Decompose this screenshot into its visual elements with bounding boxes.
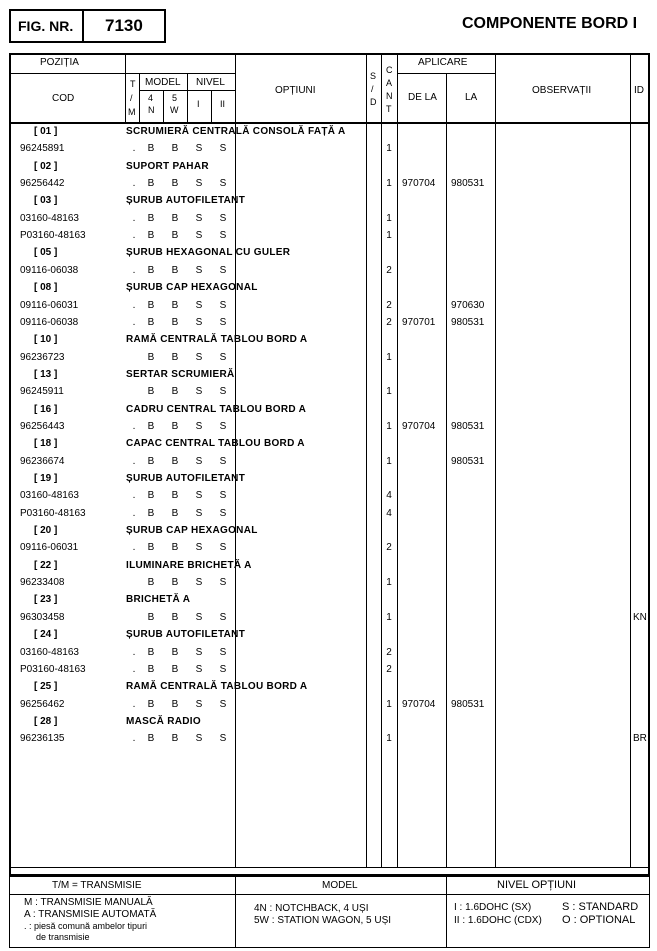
figure-number: 7130 bbox=[105, 16, 143, 35]
nivel-ii-value: S bbox=[219, 386, 227, 398]
group-row bbox=[0, 472, 657, 489]
tm-value: . bbox=[132, 230, 136, 242]
nivel-ii-value: S bbox=[219, 733, 227, 745]
nivel-i-value: S bbox=[195, 420, 203, 432]
model-5w-value: B bbox=[171, 507, 179, 519]
quantity-value: 2 bbox=[386, 316, 392, 328]
date-from: 970704 bbox=[402, 178, 436, 190]
quantity-value: 1 bbox=[386, 611, 392, 623]
model-4n-value: B bbox=[147, 646, 155, 658]
quantity-value: 1 bbox=[386, 698, 392, 710]
figure-label: FIG. NR. bbox=[18, 18, 74, 34]
part-row bbox=[0, 177, 657, 194]
nivel-ii-value: S bbox=[219, 299, 227, 311]
part-row bbox=[0, 351, 657, 368]
model-5w-value: B bbox=[171, 490, 179, 502]
position-number: [ 20 ] bbox=[34, 525, 58, 537]
model-4n-value: B bbox=[147, 420, 155, 432]
quantity-value: 2 bbox=[386, 299, 392, 311]
part-code: 96236674 bbox=[20, 455, 65, 467]
part-code: 09116-06031 bbox=[20, 542, 79, 554]
date-from: 970704 bbox=[402, 420, 436, 432]
quantity-value: 2 bbox=[386, 264, 392, 276]
part-row bbox=[0, 576, 657, 593]
quantity-value: 1 bbox=[386, 143, 392, 155]
model-5w-value: B bbox=[171, 230, 179, 242]
model-5w-value: B bbox=[171, 577, 179, 589]
nivel-i-value: S bbox=[195, 646, 203, 658]
nivel-i-value: S bbox=[195, 178, 203, 190]
col-de-la: DE LA bbox=[408, 92, 437, 103]
position-number: [ 25 ] bbox=[34, 681, 58, 693]
model-5w-value: B bbox=[171, 178, 179, 190]
group-row bbox=[0, 437, 657, 454]
quantity-value: 4 bbox=[386, 507, 392, 519]
col-observatii: OBSERVAȚII bbox=[532, 85, 592, 96]
nivel-ii-value: S bbox=[219, 178, 227, 190]
nivel-i-value: S bbox=[195, 143, 203, 155]
model-5w-value: B bbox=[171, 420, 179, 432]
group-row bbox=[0, 160, 657, 177]
nivel-i-value: S bbox=[195, 507, 203, 519]
part-row bbox=[0, 663, 657, 680]
part-group-name: SCRUMIERĂ CENTRALĂ CONSOLĂ FAȚĂ A bbox=[126, 126, 346, 137]
tm-value: . bbox=[132, 663, 136, 675]
model-4n-value: B bbox=[147, 542, 155, 554]
nivel-ii-value: S bbox=[219, 542, 227, 554]
col-pozitia: POZIȚIA bbox=[40, 57, 79, 68]
model-4n-value: B bbox=[147, 299, 155, 311]
position-number: [ 05 ] bbox=[34, 247, 58, 259]
nivel-i-value: S bbox=[195, 264, 203, 276]
part-group-name: ȘURUB CAP HEXAGONAL bbox=[126, 525, 258, 537]
group-row bbox=[0, 194, 657, 211]
tm-value: . bbox=[132, 420, 136, 432]
part-code: 96233408 bbox=[20, 577, 65, 589]
nivel-i-value: S bbox=[195, 212, 203, 224]
part-group-name: ȘURUB CAP HEXAGONAL bbox=[126, 282, 258, 294]
nivel-ii-value: S bbox=[219, 264, 227, 276]
model-4n-value: B bbox=[147, 611, 155, 623]
group-row bbox=[0, 593, 657, 610]
nivel-i-value: S bbox=[195, 698, 203, 710]
group-row bbox=[0, 125, 657, 142]
part-group-name: ILUMINARE BRICHETĂ A bbox=[126, 559, 252, 571]
position-number: [ 01 ] bbox=[34, 126, 58, 137]
date-to: 980531 bbox=[451, 316, 485, 328]
quantity-value: 2 bbox=[386, 646, 392, 658]
position-number: [ 19 ] bbox=[34, 473, 58, 484]
model-4n-value: B bbox=[147, 351, 155, 363]
quantity-value: 1 bbox=[386, 733, 392, 745]
model-4n-value: B bbox=[147, 577, 155, 589]
part-row bbox=[0, 229, 657, 246]
tm-value: . bbox=[132, 698, 136, 710]
tm-value: . bbox=[132, 455, 136, 467]
model-header-line bbox=[125, 73, 235, 74]
part-group-name: CAPAC CENTRAL TABLOU BORD A bbox=[126, 438, 305, 450]
part-code: 96256462 bbox=[20, 698, 65, 710]
model-4n-value: B bbox=[147, 212, 155, 224]
header-bottom-line bbox=[9, 122, 650, 124]
model-5w-value: B bbox=[171, 316, 179, 328]
quantity-value: 2 bbox=[386, 542, 392, 554]
tm-value: . bbox=[132, 542, 136, 554]
nivel-i-value: S bbox=[195, 299, 203, 311]
part-row bbox=[0, 489, 657, 506]
date-to: 980531 bbox=[451, 455, 485, 467]
part-row bbox=[0, 212, 657, 229]
date-to: 970630 bbox=[451, 299, 485, 311]
part-row bbox=[0, 385, 657, 402]
model-5w-value: B bbox=[171, 264, 179, 276]
model-4n-value: B bbox=[147, 455, 155, 467]
model-5w-value: B bbox=[171, 733, 179, 745]
part-row bbox=[0, 698, 657, 715]
position-number: [ 10 ] bbox=[34, 334, 58, 346]
part-code: P03160-48163 bbox=[20, 507, 86, 519]
position-number: [ 03 ] bbox=[34, 195, 58, 207]
part-group-name: ȘURUB AUTOFILETANT bbox=[126, 629, 246, 641]
nivel-ii-value: S bbox=[219, 316, 227, 328]
model-4n-value: B bbox=[147, 143, 155, 155]
model-4n-value: B bbox=[147, 698, 155, 710]
part-row bbox=[0, 299, 657, 316]
part-group-name: SUPORT PAHAR bbox=[126, 160, 209, 172]
part-group-name: CADRU CENTRAL TABLOU BORD A bbox=[126, 403, 307, 415]
group-row bbox=[0, 715, 657, 732]
model-4n-value: B bbox=[147, 178, 155, 190]
tm-value: . bbox=[132, 299, 136, 311]
model-5w-value: B bbox=[171, 212, 179, 224]
tm-value: . bbox=[132, 178, 136, 190]
nivel-ii-value: S bbox=[219, 351, 227, 363]
quantity-value: 1 bbox=[386, 420, 392, 432]
group-row bbox=[0, 524, 657, 541]
page-title: COMPONENTE BORD I bbox=[462, 15, 638, 32]
model-4n-value: B bbox=[147, 386, 155, 398]
id-value: KN bbox=[633, 611, 647, 623]
legend-nivel-title: NIVEL OPȚIUNI bbox=[497, 879, 577, 891]
nivel-i-value: S bbox=[195, 490, 203, 502]
part-code: P03160-48163 bbox=[20, 663, 86, 675]
tm-value: . bbox=[132, 490, 136, 502]
col-cod: COD bbox=[52, 93, 75, 104]
nivel-ii-value: S bbox=[219, 507, 227, 519]
part-row bbox=[0, 264, 657, 281]
part-code: 03160-48163 bbox=[20, 490, 79, 502]
part-group-name: SERTAR SCRUMIERĂ bbox=[126, 368, 235, 380]
parts-rows bbox=[0, 125, 657, 865]
model-5w-value: B bbox=[171, 455, 179, 467]
position-number: [ 18 ] bbox=[34, 438, 58, 450]
quantity-value: 1 bbox=[386, 212, 392, 224]
tm-value: . bbox=[132, 264, 136, 276]
part-code: 96303458 bbox=[20, 611, 65, 623]
col-la: LA bbox=[465, 92, 478, 103]
nivel-i-value: S bbox=[195, 733, 203, 745]
part-code: 96256443 bbox=[20, 420, 65, 432]
part-group-name: BRICHETĂ A bbox=[126, 594, 191, 606]
nivel-ii-value: S bbox=[219, 611, 227, 623]
model-5w-value: B bbox=[171, 299, 179, 311]
part-row bbox=[0, 541, 657, 558]
model-4n-value: B bbox=[147, 507, 155, 519]
quantity-value: 1 bbox=[386, 386, 392, 398]
group-row bbox=[0, 403, 657, 420]
id-value: BR bbox=[633, 733, 647, 745]
group-row bbox=[0, 246, 657, 263]
nivel-ii-value: S bbox=[219, 646, 227, 658]
nivel-i-value: S bbox=[195, 611, 203, 623]
nivel-ii-value: S bbox=[219, 490, 227, 502]
position-number: [ 22 ] bbox=[34, 559, 58, 571]
nivel-i-value: S bbox=[195, 386, 203, 398]
part-row bbox=[0, 455, 657, 472]
part-code: 09116-06031 bbox=[20, 299, 79, 311]
position-number: [ 24 ] bbox=[34, 629, 58, 641]
part-row bbox=[0, 732, 657, 749]
nivel-i-value: S bbox=[195, 316, 203, 328]
model-5w-value: B bbox=[171, 611, 179, 623]
part-row bbox=[0, 420, 657, 437]
part-code: 96256442 bbox=[20, 178, 65, 190]
nivel-i-value: S bbox=[195, 577, 203, 589]
part-row bbox=[0, 611, 657, 628]
quantity-value: 1 bbox=[386, 351, 392, 363]
date-to: 980531 bbox=[451, 698, 485, 710]
quantity-value: 1 bbox=[386, 455, 392, 467]
date-from: 970701 bbox=[402, 316, 436, 328]
nivel-i-value: S bbox=[195, 351, 203, 363]
tm-value: . bbox=[132, 733, 136, 745]
quantity-value: 1 bbox=[386, 577, 392, 589]
part-code: 96236723 bbox=[20, 351, 65, 363]
part-code: 96236135 bbox=[20, 733, 65, 745]
quantity-value: 4 bbox=[386, 490, 392, 502]
position-number: [ 13 ] bbox=[34, 368, 58, 380]
part-code: 09116-06038 bbox=[20, 264, 79, 276]
quantity-value: 1 bbox=[386, 178, 392, 190]
col-optiuni: OPȚIUNI bbox=[275, 85, 316, 96]
part-row bbox=[0, 507, 657, 524]
position-number: [ 08 ] bbox=[34, 282, 58, 294]
model-4n-value: B bbox=[147, 316, 155, 328]
tm-value: . bbox=[132, 212, 136, 224]
part-group-name: RAMĂ CENTRALĂ TABLOU BORD A bbox=[126, 681, 308, 693]
group-row bbox=[0, 559, 657, 576]
nivel-i-value: S bbox=[195, 663, 203, 675]
quantity-value: 1 bbox=[386, 230, 392, 242]
model-5w-value: B bbox=[171, 646, 179, 658]
date-to: 980531 bbox=[451, 420, 485, 432]
date-to: 980531 bbox=[451, 178, 485, 190]
position-number: [ 02 ] bbox=[34, 160, 58, 172]
nivel-ii-value: S bbox=[219, 455, 227, 467]
part-group-name: ȘURUB AUTOFILETANT bbox=[126, 473, 246, 484]
model-4n-value: B bbox=[147, 264, 155, 276]
tm-value: . bbox=[132, 646, 136, 658]
nivel-ii-value: S bbox=[219, 143, 227, 155]
part-group-name: RAMĂ CENTRALĂ TABLOU BORD A bbox=[126, 334, 308, 346]
position-number: [ 23 ] bbox=[34, 594, 58, 606]
col-id: ID bbox=[634, 85, 644, 96]
part-code: 03160-48163 bbox=[20, 646, 79, 658]
part-group-name: MASCĂ RADIO bbox=[126, 715, 201, 727]
model-4n-value: B bbox=[147, 490, 155, 502]
part-code: 96245891 bbox=[20, 143, 65, 155]
model-5w-value: B bbox=[171, 698, 179, 710]
part-row bbox=[0, 316, 657, 333]
quantity-value: 2 bbox=[386, 663, 392, 675]
model-5w-value: B bbox=[171, 143, 179, 155]
part-code: 96245911 bbox=[20, 386, 64, 398]
model-4n-value: B bbox=[147, 230, 155, 242]
model-4n-value: B bbox=[147, 663, 155, 675]
part-row bbox=[0, 142, 657, 159]
nivel-ii-value: S bbox=[219, 230, 227, 242]
nivel-ii-value: S bbox=[219, 212, 227, 224]
date-from: 970704 bbox=[402, 698, 436, 710]
tm-value: . bbox=[132, 507, 136, 519]
nivel-i-value: S bbox=[195, 455, 203, 467]
model-4n-value: B bbox=[147, 733, 155, 745]
group-row bbox=[0, 680, 657, 697]
legend-tm-title: T/M = TRANSMISIE bbox=[52, 880, 142, 891]
tm-value: . bbox=[132, 143, 136, 155]
group-row bbox=[0, 628, 657, 645]
nivel-ii-value: S bbox=[219, 420, 227, 432]
legend-model-title: MODEL bbox=[322, 880, 358, 891]
part-row bbox=[0, 646, 657, 663]
col-aplicare: APLICARE bbox=[418, 57, 468, 68]
position-number: [ 28 ] bbox=[34, 715, 58, 727]
model-5w-value: B bbox=[171, 386, 179, 398]
part-code: P03160-48163 bbox=[20, 230, 86, 242]
figure-divider bbox=[82, 9, 84, 43]
col-nivel: NIVEL bbox=[196, 77, 225, 88]
nivel-ii-value: S bbox=[219, 663, 227, 675]
group-row bbox=[0, 333, 657, 350]
nivel-i-value: S bbox=[195, 230, 203, 242]
model-5w-value: B bbox=[171, 351, 179, 363]
nivel-i-value: S bbox=[195, 542, 203, 554]
part-group-name: ȘURUB HEXAGONAL CU GULER bbox=[126, 247, 291, 259]
part-group-name: ȘURUB AUTOFILETANT bbox=[126, 195, 246, 207]
part-code: 09116-06038 bbox=[20, 316, 79, 328]
group-row bbox=[0, 368, 657, 385]
tm-value: . bbox=[132, 316, 136, 328]
model-5w-value: B bbox=[171, 663, 179, 675]
model-5w-value: B bbox=[171, 542, 179, 554]
nivel-ii-value: S bbox=[219, 577, 227, 589]
part-code: 03160-48163 bbox=[20, 212, 79, 224]
group-row bbox=[0, 281, 657, 298]
nivel-ii-value: S bbox=[219, 698, 227, 710]
col-model: MODEL bbox=[145, 77, 181, 88]
position-number: [ 16 ] bbox=[34, 403, 58, 415]
